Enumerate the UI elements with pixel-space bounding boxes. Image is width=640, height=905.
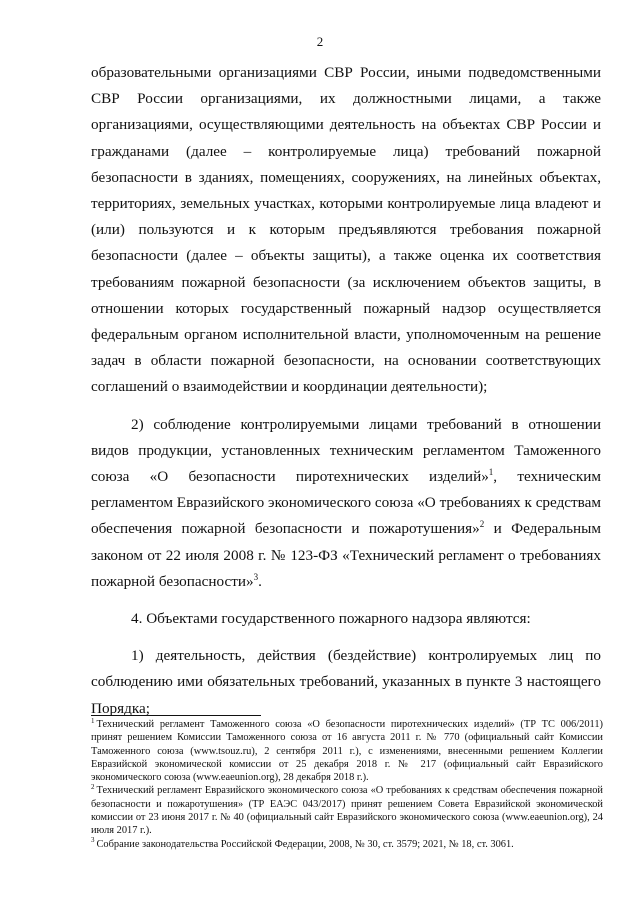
footnote-2-mark: 2 xyxy=(91,783,95,792)
footnotes xyxy=(91,718,603,851)
footnote-3-mark: 3 xyxy=(91,836,95,845)
footnote-3 xyxy=(91,838,603,851)
paragraph-item-2-part-c: и Федеральным законом от 22 июля 2008 г. № 123-ФЗ «Технический регламент о требованиях пожарной безопасности» xyxy=(91,520,601,590)
paragraph-item-2-part-d: . xyxy=(258,572,262,590)
footnote-2-text: Технический регламент Евразийского экономического союза «О требованиях к средствам обеспечения пожарной безопасности и пожаротушения» (ТР ЕАЭС 043/2017) принят решением Совета Евразийской экономической комиссии от 23 июня 2017 г. № 40 (официальный сайт Евразийского экономического союза (www.eaeunion.org), 24 июля 2017 г.). xyxy=(91,785,603,837)
footnote-1-mark: 1 xyxy=(91,716,95,725)
document-body xyxy=(91,60,601,722)
paragraph-continuation: образовательными организациями СВР России, иными подведомственными СВР России организациями, их должностными лицами, а также организациями, осуществляющими деятельность на объектах СВР России и гражданами (далее – контролируемые лица) требований пожарной безопасности в зданиях, помещениях, сооружениях, на линейных объектах, территориях, земельных участках, которыми контролируемые лица владеют и (или) пользуются и к которым предъявляются требования пожарной безопасности (далее – объекты защиты), а также оценка их соответствия требованиям пожарной безопасности (за исключением объектов защиты, в отношении которых государственный пожарный надзор осуществляется федеральным органом исполнительной власти, уполномоченным на решение задач в области пожарной безопасности, на основании соответствующих соглашений о взаимодействии и координации деятельности); xyxy=(91,64,601,396)
section-4-heading: 4. Объектами государственного пожарного надзора являются: xyxy=(131,610,531,628)
footnote-separator xyxy=(91,715,261,716)
paragraph-section-4-item-1: 1) деятельность, действия (бездействие) контролируемых лиц по соблюдению ими обязательных требований, указанных в пункте 3 настоящего Порядка; xyxy=(91,647,601,717)
footnote-ref-2[interactable]: 2 xyxy=(479,519,485,530)
paragraph-item-2-part-b: , техническим регламентом Евразийского экономического союза «О требованиях к средствам обеспечения пожарной безопасности и пожаротушения» xyxy=(91,468,601,538)
page-number: 2 xyxy=(316,34,324,49)
paragraph-item-2-part-a: 2) соблюдение контролируемыми лицами требований в отношении видов продукции, установленных техническим регламентом Таможенного союза «О безопасности пиротехнических изделий» xyxy=(91,415,601,486)
footnote-3-text: Собрание законодательства Российской Федерации, 2008, № 30, ст. 3579; 2021, № 18, ст. 3061. xyxy=(96,838,514,850)
footnote-ref-1[interactable]: 1 xyxy=(488,466,494,477)
footnote-1 xyxy=(91,718,603,784)
paragraph-item-2 xyxy=(91,412,601,595)
footnote-ref-3[interactable]: 3 xyxy=(253,571,259,582)
footnote-2 xyxy=(91,784,603,837)
footnote-1-text: Технический регламент Таможенного союза «О безопасности пиротехнических изделий» (ТР ТС 006/2011) принят решением Комиссии Таможенного союза от 16 августа 2011 г. № 770 (официальный сайт Комиссии Таможенного союза (www.tsouz.ru), 2 сентября 2011 г.), с изменениями, внесенными решением Коллегии Евразийской экономической комиссии от 25 декабря 2018 г. № 217 (официальный сайт Евразийского экономического союза (www.eaeunion.org), 28 декабря 2018 г.). xyxy=(91,719,603,784)
